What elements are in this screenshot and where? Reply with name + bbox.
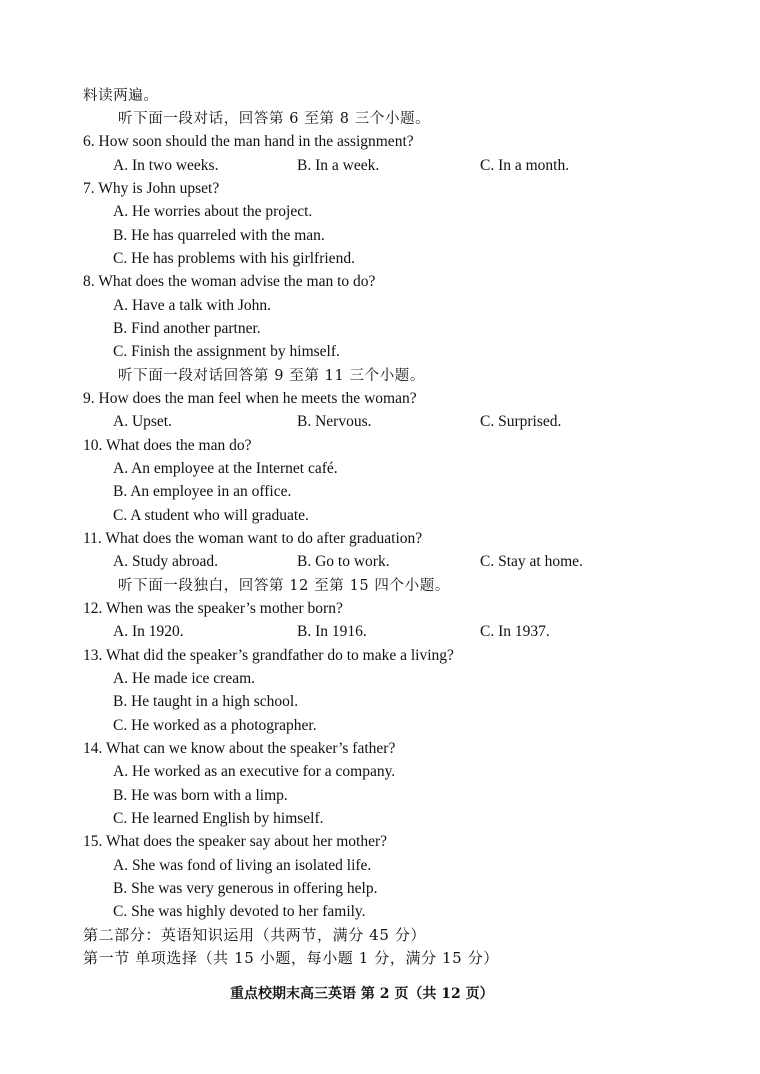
option-a: A. Have a talk with John. [113,297,271,314]
option-b: B. She was very generous in offering help. [113,880,378,897]
option-a: A. He worked as an executive for a company. [113,763,396,780]
option-a: A. In 1920. [113,623,184,640]
option-c: C. A student who will graduate. [113,507,309,524]
question-10: 10. What does the man do? [83,437,252,454]
option-a: A. She was fond of living an isolated life. [113,857,372,874]
option-b: B. An employee in an office. [113,483,292,500]
question-12: 12. When was the speaker’s mother born? [83,600,343,617]
option-b: B. Go to work. [297,553,390,570]
continued-instruction: 料读两遍。 [83,88,159,104]
option-a: A. He made ice cream. [113,670,256,687]
option-a: A. He worries about the project. [113,203,313,220]
option-c: C. Finish the assignment by himself. [113,343,340,360]
page-footer: 重点校期末高三英语 第 2 页（共 12 页） [230,986,494,1002]
question-9: 9. How does the man feel when he meets the woman? [83,390,417,407]
question-15: 15. What does the speaker say about her mother? [83,833,388,850]
question-8: 8. What does the woman advise the man to do? [83,273,376,290]
question-6: 6. How soon should the man hand in the assignment? [83,133,414,150]
option-b: B. He has quarreled with the man. [113,227,325,244]
question-11: 11. What does the woman want to do after graduation? [83,530,423,547]
option-c: C. Stay at home. [480,553,583,570]
section-instruction: 听下面一段对话，回答第 6 至第 8 三个小题。 [118,111,431,127]
option-b: B. Nervous. [297,413,372,430]
option-b: B. Find another partner. [113,320,261,337]
option-c: C. In 1937. [480,623,550,640]
option-c: C. Surprised. [480,413,562,430]
option-b: B. In 1916. [297,623,367,640]
question-13: 13. What did the speaker’s grandfather do to make a living? [83,647,454,664]
option-b: B. He taught in a high school. [113,693,299,710]
option-b: B. He was born with a limp. [113,787,288,804]
option-c: C. She was highly devoted to her family. [113,903,366,920]
section-instruction: 听下面一段独白，回答第 12 至第 15 四个小题。 [118,578,450,594]
option-c: C. In a month. [480,157,570,174]
option-c: C. He learned English by himself. [113,810,324,827]
part-two-heading: 第二部分：英语知识运用（共两节，满分 45 分） [83,926,427,944]
option-c: C. He has problems with his girlfriend. [113,250,355,267]
option-a: A. Upset. [113,413,172,430]
section-one-heading: 第一节 单项选择（共 15 小题，每小题 1 分，满分 15 分） [83,949,499,967]
option-a: A. An employee at the Internet café. [113,460,338,477]
section-instruction: 听下面一段对话回答第 9 至第 11 三个小题。 [118,368,426,384]
option-a: A. Study abroad. [113,553,219,570]
option-a: A. In two weeks. [113,157,219,174]
option-c: C. He worked as a photographer. [113,717,317,734]
question-7: 7. Why is John upset? [83,180,220,197]
question-14: 14. What can we know about the speaker’s father? [83,740,396,757]
option-b: B. In a week. [297,157,380,174]
